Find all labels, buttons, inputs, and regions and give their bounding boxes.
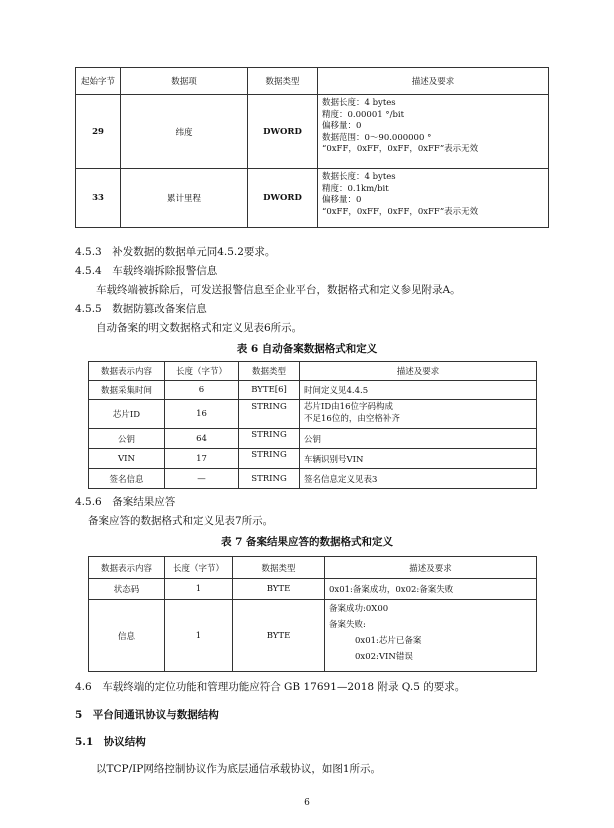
cell-desc (318, 95, 549, 169)
cell-type: STRING (239, 400, 300, 429)
cell-type: BYTE (233, 579, 325, 600)
clause-4-5-5-body: 自动备案的明文数据格式和定义见表6所示。 (96, 322, 303, 334)
table-row (89, 469, 537, 489)
clause-4-5-6-body: 备案应答的数据格式和定义见表7所示。 (88, 515, 274, 527)
cell-content: 数据采集时间 (89, 381, 165, 400)
table-header-row (89, 362, 537, 381)
desc-line: “0xFF，0xFF，0xFF，0xFF”表示无效 (322, 144, 479, 154)
desc-line: 数据长度：4 bytes (322, 172, 396, 182)
cell-desc: 签名信息定义见表3 (300, 469, 537, 489)
table-row (76, 95, 549, 169)
cell-content: VIN (89, 449, 165, 469)
cell-start: 29 (76, 95, 121, 169)
header-length: 长度（字节） (165, 557, 233, 579)
cell-desc: 车辆识别号VIN (300, 449, 537, 469)
table-header-row (76, 68, 549, 95)
desc-line-indent: 0x02:VIN错误 (355, 652, 413, 662)
section-5-heading: 5 平台间通讯协议与数据结构 (75, 709, 219, 721)
header-data-item: 数据项 (121, 68, 248, 95)
table-row (89, 600, 537, 672)
clause-4-5-5: 4.5.5 数据防篡改备案信息 (75, 303, 207, 315)
desc-line: “0xFF，0xFF，0xFF，0xFF”表示无效 (322, 206, 479, 217)
header-content: 数据表示内容 (89, 362, 165, 381)
cell-content: 签名信息 (89, 469, 165, 489)
clause-4-5-6: 4.5.6 备案结果应答 (75, 496, 176, 508)
desc-line: 芯片ID由16位字码构成 (304, 402, 393, 412)
table-row (89, 381, 537, 400)
desc-line: 备案失败: (329, 620, 366, 630)
table-7-caption: 表 7 备案结果应答的数据格式和定义 (220, 536, 394, 548)
desc-line: 精度：0.00001 °/bit (322, 109, 405, 120)
cell-length: 17 (165, 449, 239, 469)
cell-desc (325, 600, 537, 672)
header-length: 长度（字节） (165, 362, 239, 381)
desc-line-indent: 0x01:芯片已备案 (355, 636, 422, 646)
cell-length: 1 (165, 600, 233, 672)
cell-desc (318, 169, 549, 228)
cell-type: BYTE[6] (239, 381, 300, 400)
section-5-1-heading: 5.1 协议结构 (75, 736, 146, 748)
cell-type: STRING (239, 449, 300, 469)
desc-line: 数据长度：4 bytes (322, 98, 396, 108)
header-description: 描述及要求 (325, 557, 537, 579)
table-6 (88, 361, 537, 489)
table-row (89, 579, 537, 600)
cell-type: STRING (239, 469, 300, 489)
cell-type: DWORD (248, 95, 318, 169)
cell-desc: 时间定义见4.4.5 (300, 381, 537, 400)
clause-5-1-body: 以TCP/IP网络控制协议作为底层通信承载协议，如图1所示。 (96, 763, 382, 775)
header-description: 描述及要求 (300, 362, 537, 381)
cell-desc: 公钥 (300, 429, 537, 449)
cell-type: BYTE (233, 600, 325, 672)
clause-4-5-4: 4.5.4 车载终端拆除报警信息 (75, 265, 218, 277)
header-start-byte: 起始字节 (76, 68, 121, 95)
table-row (89, 449, 537, 469)
cell-length: — (165, 469, 239, 489)
table-row (89, 429, 537, 449)
header-type: 数据类型 (239, 362, 300, 381)
table-row (89, 400, 537, 429)
header-content: 数据表示内容 (89, 557, 165, 579)
cell-length: 64 (165, 429, 239, 449)
desc-line: 备案成功:0X00 (329, 604, 389, 614)
clause-4-5-4-body: 车载终端被拆除后，可发送报警信息至企业平台，数据格式和定义参见附录A。 (96, 284, 461, 296)
cell-type: DWORD (248, 169, 318, 228)
table-header-row (89, 557, 537, 579)
cell-desc (300, 400, 537, 429)
cell-type: STRING (239, 429, 300, 449)
desc-line: 不足16位的，由空格补齐 (304, 413, 400, 424)
cell-content: 公钥 (89, 429, 165, 449)
cell-length: 6 (165, 381, 239, 400)
clause-4-5-3: 4.5.3 补发数据的数据单元同4.5.2要求。 (75, 246, 276, 258)
cell-desc: 0x01:备案成功，0x02:备案失败 (325, 579, 537, 600)
cell-length: 16 (165, 400, 239, 429)
header-description: 描述及要求 (318, 68, 549, 95)
header-type: 数据类型 (233, 557, 325, 579)
cell-item: 累计里程 (121, 169, 248, 228)
data-table-continued (75, 67, 549, 228)
clause-4-6: 4.6 车载终端的定位功能和管理功能应符合 GB 17691—2018 附录 Q.5 的要求。 (75, 681, 466, 693)
cell-length: 1 (165, 579, 233, 600)
desc-line: 精度：0.1km/bit (322, 183, 389, 194)
desc-line: 偏移量：0 (322, 195, 362, 205)
desc-line: 偏移量：0 (322, 121, 362, 131)
table-row (76, 169, 549, 228)
cell-content: 芯片ID (89, 400, 165, 429)
cell-item: 纬度 (121, 95, 248, 169)
page-number: 6 (304, 798, 310, 808)
cell-content: 信息 (89, 600, 165, 672)
header-data-type: 数据类型 (248, 68, 318, 95)
table-7 (88, 556, 537, 672)
desc-line: 数据范围：0～90.000000 ° (322, 132, 432, 143)
cell-content: 状态码 (89, 579, 165, 600)
cell-start: 33 (76, 169, 121, 228)
table-6-caption: 表 6 自动备案数据格式和定义 (236, 343, 378, 355)
